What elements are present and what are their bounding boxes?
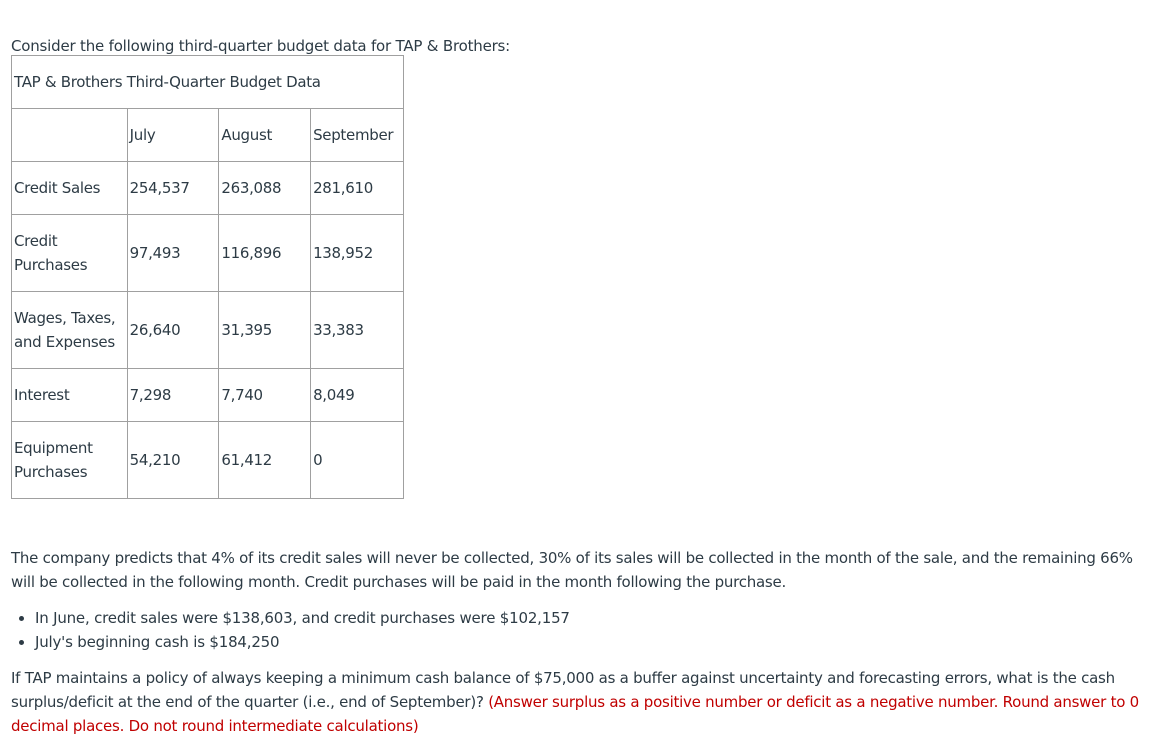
header-cell-july: July bbox=[127, 109, 219, 162]
table-row bbox=[12, 292, 404, 369]
table-row bbox=[12, 422, 404, 499]
table-cell: 7,740 bbox=[219, 369, 311, 422]
table-header-row bbox=[12, 109, 404, 162]
list-item: • July's beginning cash is $184,250 bbox=[35, 630, 570, 654]
row-label-credit-sales: Credit Sales bbox=[12, 162, 128, 215]
table-cell: 8,049 bbox=[311, 369, 404, 422]
table-row bbox=[12, 369, 404, 422]
table-cell: 61,412 bbox=[219, 422, 311, 499]
table-cell: 33,383 bbox=[311, 292, 404, 369]
row-label-credit-purchases: Credit Purchases bbox=[12, 215, 128, 292]
row-label-interest: Interest bbox=[12, 369, 128, 422]
header-cell-august: August bbox=[219, 109, 311, 162]
table-row bbox=[12, 162, 404, 215]
collection-assumptions-paragraph: The company predicts that 4% of its credit sales will never be collected, 30% of its sales will be collected in the month of the sale, and the remaining 66% will be collected in the following month. Credit purchases will be paid in the month following the purchase. bbox=[11, 549, 1133, 591]
table-cell: 54,210 bbox=[127, 422, 219, 499]
table-cell: 254,537 bbox=[127, 162, 219, 215]
question-text: If TAP maintains a policy of always keeping a minimum cash balance of $75,000 as a buffer against uncertainty and forecasting errors, what is the cash surplus/deficit at the end of the quarter (i.e., end of September)? bbox=[11, 669, 1115, 711]
intro-text: Consider the following third-quarter budget data for TAP & Brothers: bbox=[11, 37, 511, 55]
table-cell: 26,640 bbox=[127, 292, 219, 369]
list-item: • In June, credit sales were $138,603, and credit purchases were $102,157 bbox=[35, 606, 570, 630]
answer-instruction: (Answer surplus as a positive number or deficit as a negative number. Round answer to 0 decimal places. Do not round intermediate calculations) bbox=[11, 693, 1139, 735]
table-cell: 7,298 bbox=[127, 369, 219, 422]
table-cell: 263,088 bbox=[219, 162, 311, 215]
table-cell: 31,395 bbox=[219, 292, 311, 369]
table-cell: 0 bbox=[311, 422, 404, 499]
row-label-wages-taxes-expenses: Wages, Taxes, and Expenses bbox=[12, 292, 128, 369]
question-paragraph bbox=[11, 666, 1151, 738]
table-title: TAP & Brothers Third-Quarter Budget Data bbox=[12, 56, 404, 109]
table-cell: 97,493 bbox=[127, 215, 219, 292]
budget-table bbox=[11, 55, 404, 499]
table-row bbox=[12, 215, 404, 292]
table-cell: 116,896 bbox=[219, 215, 311, 292]
table-cell: 138,952 bbox=[311, 215, 404, 292]
header-cell-september: September bbox=[311, 109, 404, 162]
row-label-equipment-purchases: Equipment Purchases bbox=[12, 422, 128, 499]
header-cell-empty bbox=[12, 109, 128, 162]
table-cell: 281,610 bbox=[311, 162, 404, 215]
facts-list bbox=[11, 606, 570, 654]
